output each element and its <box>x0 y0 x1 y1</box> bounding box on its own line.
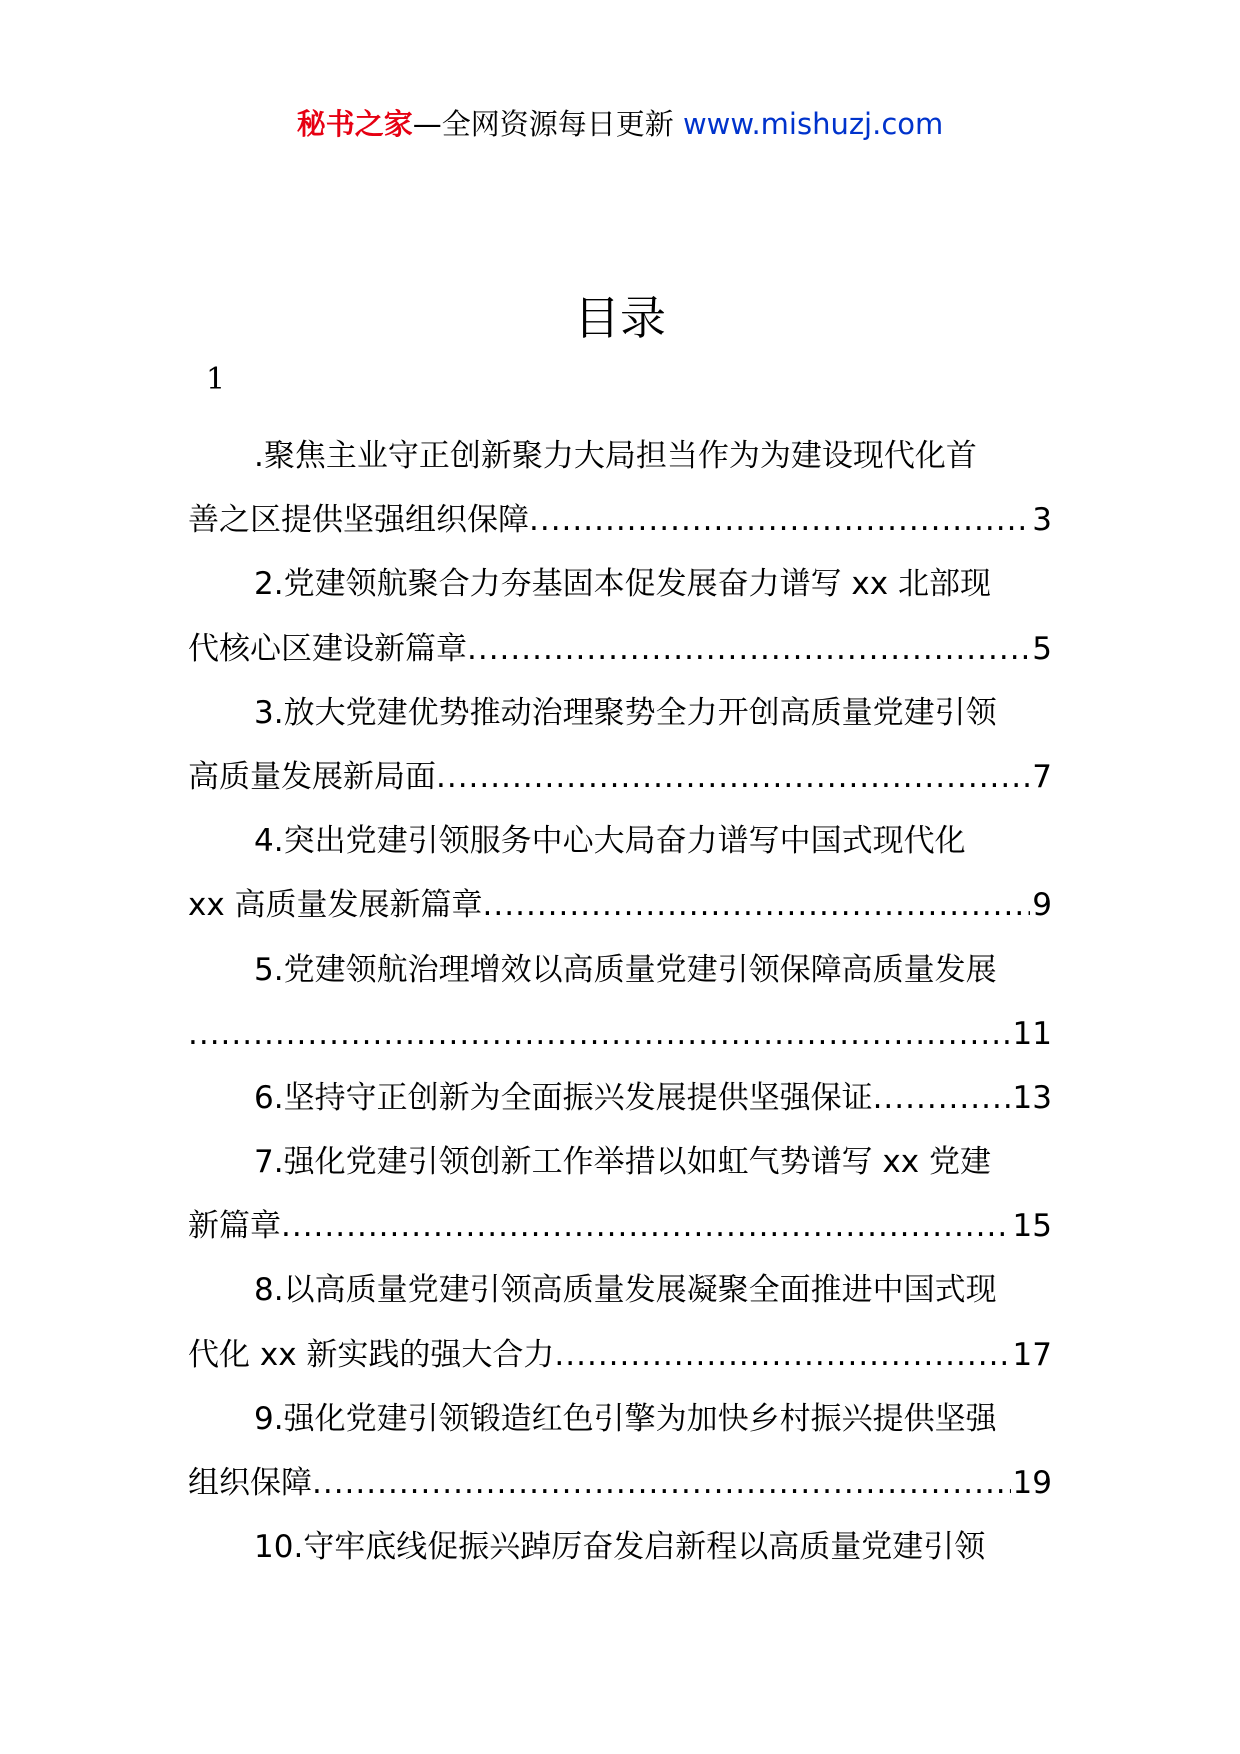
toc-page-number: 5 <box>1032 630 1052 667</box>
toc-item-3-line-1[interactable]: 3.放大党建优势推动治理聚势全力开创高质量党建引领 <box>254 694 997 731</box>
toc-page-number: 9 <box>1032 887 1052 924</box>
dot-leader <box>281 1194 1011 1258</box>
toc-page-number: 11 <box>1012 1015 1052 1052</box>
toc-item-6[interactable] <box>188 1066 1052 1130</box>
toc-item-9-line-1[interactable]: 9.强化党建引领锻造红色引擎为加快乡村振兴提供坚强 <box>254 1400 997 1437</box>
toc-item-9-line-2[interactable] <box>188 1451 1052 1515</box>
site-header <box>0 104 1240 144</box>
toc-item-7-line-2[interactable] <box>188 1194 1052 1258</box>
toc-item-text: 代核心区建设新篇章 <box>188 630 467 667</box>
toc-item-5-line-1[interactable]: 5.党建领航治理增效以高质量党建引领保障高质量发展 <box>254 951 997 988</box>
toc-item-8-line-1[interactable]: 8.以高质量党建引领高质量发展凝聚全面推进中国式现 <box>254 1272 997 1309</box>
toc-page-number: 15 <box>1012 1208 1052 1245</box>
toc-item-2-line-1[interactable]: 2.党建领航聚合力夯基固本促发展奋力谱写 xx 北部现 <box>254 566 991 603</box>
dot-leader <box>529 488 1030 552</box>
toc-item-4-line-1[interactable]: 4.突出党建引领服务中心大局奋力谱写中国式现代化 <box>254 823 966 860</box>
toc-item-1-line-2[interactable] <box>188 488 1052 552</box>
header-tagline: —全网资源每日更新 <box>412 107 683 141</box>
page-title: 目录 <box>574 291 666 345</box>
toc-page-number: 3 <box>1032 502 1052 539</box>
dot-leader <box>188 1002 1011 1066</box>
dot-leader <box>312 1451 1011 1515</box>
toc-item-text: 高质量发展新局面 <box>188 758 436 795</box>
toc-item-3-line-2[interactable] <box>188 745 1052 809</box>
dot-leader <box>873 1066 1011 1130</box>
toc-item-text: 善之区提供坚强组织保障 <box>188 502 529 539</box>
toc-item-text: 代化 xx 新实践的强大合力 <box>188 1336 555 1373</box>
dot-leader <box>436 745 1030 809</box>
toc-page-number: 17 <box>1012 1336 1052 1373</box>
dot-leader <box>467 617 1030 681</box>
toc-item-text: 组织保障 <box>188 1465 312 1501</box>
site-url-link[interactable]: www.mishuzj.com <box>682 107 944 141</box>
toc-item-4-line-2[interactable] <box>188 873 1052 937</box>
toc-item-10-line-1[interactable]: 10.守牢底线促振兴踔厉奋发启新程以高质量党建引领 <box>254 1529 986 1566</box>
toc-item-text: 6.坚持守正创新为全面振兴发展提供坚强保证 <box>254 1079 873 1116</box>
toc-item-1-line-1[interactable]: .聚焦主业守正创新聚力大局担当作为为建设现代化首 <box>254 438 977 474</box>
toc-page-number: 13 <box>1012 1079 1052 1116</box>
toc-page-number: 7 <box>1032 758 1052 795</box>
list-number-marker: 1 <box>206 362 226 397</box>
toc-page-number: 19 <box>1012 1465 1052 1501</box>
dot-leader <box>483 873 1031 937</box>
table-of-contents <box>188 424 1052 1579</box>
toc-item-7-line-1[interactable]: 7.强化党建引领创新工作举措以如虹气势谱写 xx 党建 <box>254 1144 991 1181</box>
toc-item-5-line-2[interactable] <box>188 1002 1052 1066</box>
brand-name: 秘书之家 <box>296 107 413 141</box>
dot-leader <box>554 1323 1010 1387</box>
toc-item-text: 新篇章 <box>188 1208 281 1245</box>
toc-item-text: xx 高质量发展新篇章 <box>188 887 483 924</box>
toc-item-2-line-2[interactable] <box>188 617 1052 681</box>
toc-item-8-line-2[interactable] <box>188 1323 1052 1387</box>
